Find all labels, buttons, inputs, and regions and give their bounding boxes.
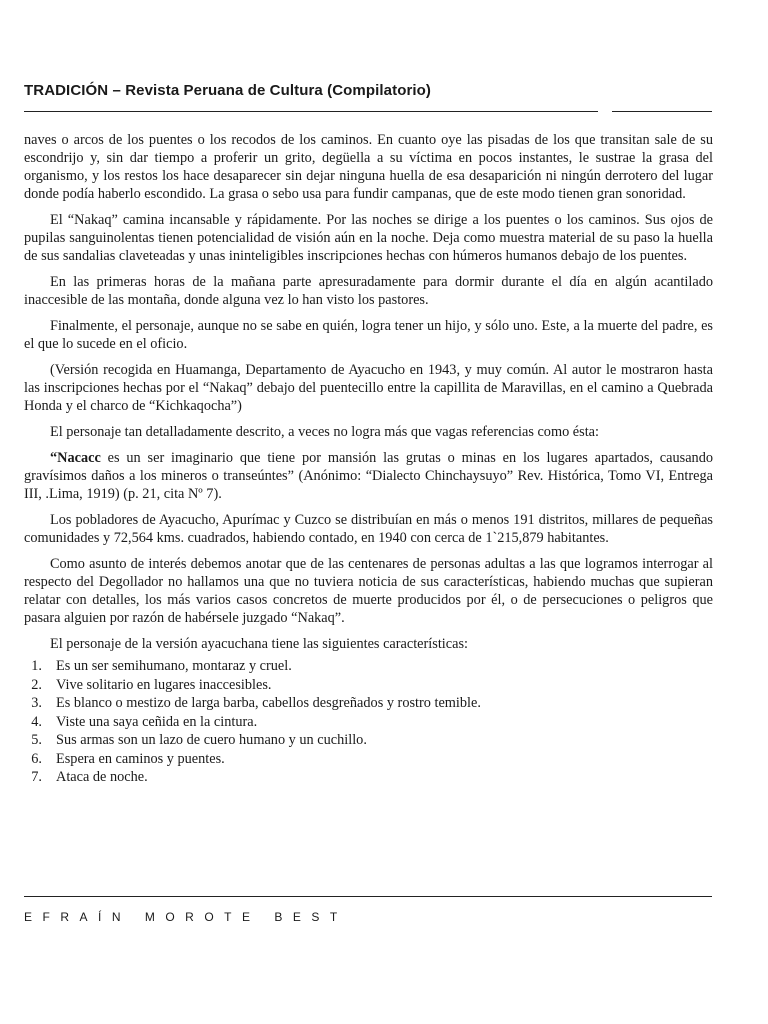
characteristics-list [24,657,713,787]
list-number: 2. [31,676,42,693]
list-text: Es un ser semihumano, montaraz y cruel. [56,658,292,674]
article-body [24,131,713,787]
list-text: Ataca de noche. [56,769,148,785]
paragraph: En las primeras horas de la mañana parte apresuradamente para dormir durante el día en algún acantilado inaccesible de las montaña, donde alguna vez lo han visto los pastores. [24,274,713,308]
list-number: 5. [31,732,42,748]
list-number: 4. [31,713,42,730]
list-text: Espera en caminos y puentes. [56,750,225,767]
list-item [24,676,713,695]
quote-lead: “Nacacc [50,450,101,466]
list-item [24,657,713,676]
list-item [24,694,713,713]
list-number: 1. [31,658,42,674]
list-number: 6. [31,750,42,767]
footer-rule [24,896,712,897]
list-text: Sus armas son un lazo de cuero humano y un cuchillo. [56,732,367,748]
paragraph: El personaje de la versión ayacuchana tiene las siguientes características: [50,636,468,652]
paragraph: El “Nakaq” camina incansable y rápidamente. Por las noches se dirige a los puentes o los caminos. Sus ojos de pupilas sanguinolentas tienen potencialidad de visión aún en la noche. Deja como muestra material de su paso la huella de sus sandalias claveteadas y unas ininteligibles inscripciones hechas con húmeros humanos debajo de los puentes. [24,212,713,264]
header-rule [24,111,598,112]
paragraph: naves o arcos de los puentes o los recodos de los caminos. En cuanto oye las pisadas de los que transitan sale de su escondrijo y, sin dar tiempo a proferir un grito, degüella a su víctima en pocos instantes, le sustrae la grasa del organismo, y los restos los hace desaparecer sin dejar ninguna huella de esa desaparición ni ningún derrotero del lugar donde podía haberlo escondido. La grasa o sebo usa para fundir campanas, que de este modo tienen gran sonoridad. [24,132,713,202]
header-rule-short [612,111,712,112]
list-number: 7. [31,769,42,785]
paragraph: El personaje tan detalladamente descrito, a veces no logra más que vagas referencias como ésta: [50,424,599,440]
footer-author: EFRAÍN MOROTE BEST [24,910,348,924]
paragraph: Los pobladores de Ayacucho, Apurímac y Cuzco se distribuían en más o menos 191 distritos, millares de pequeñas comunidades y 72,564 kms. cuadrados, habiendo contado, en 1940 con cerca de 1`215,879 habitantes. [24,512,713,546]
list-item [24,750,713,769]
quote-text: es un ser imaginario que tiene por mansión las grutas o minas en los lugares apartados, causando gravísimos daños a los mineros o transeúntes” (Anónimo: “Dialecto Chinchaysuyo” Rev. Histórica, Tomo VI, Entrega III, .Lima, 1919) (p. 21, cita Nº 7). [24,450,713,502]
list-item [24,713,713,732]
list-text: Vive solitario en lugares inaccesibles. [56,676,272,693]
list-number: 3. [31,695,42,711]
list-item [24,768,713,787]
list-text: Viste una saya ceñida en la cintura. [56,713,258,730]
paragraph: Finalmente, el personaje, aunque no se sabe en quién, logra tener un hijo, y sólo uno. Este, a la muerte del padre, es el que lo sucede en el oficio. [24,318,713,352]
list-item [24,731,713,750]
list-text: Es blanco o mestizo de larga barba, cabellos desgreñados y rostro temible. [56,695,481,711]
quote-paragraph [24,449,713,503]
paragraph: (Versión recogida en Huamanga, Departamento de Ayacucho en 1943, y muy común. Al autor le mostraron hasta las inscripciones hechas por el “Nakaq” debajo del puentecillo entre la capillita de Maravillas, en el camino a Quebrada Honda y el charco de “Kichkaqocha”) [24,362,713,414]
page-header-title: TRADICIÓN – Revista Peruana de Cultura (Compilatorio) [24,82,432,99]
paragraph: Como asunto de interés debemos anotar que de las centenares de personas adultas a las que logramos interrogar al respecto del Degollador no hallamos una que no tuviera noticia de sus características, habiendo muchas que supieran relatar con detalles, los más varios casos concretos de muerte producidos por él, o de persecuciones o peligros que pasara alguien por razón de habérsele juzgado “Nakaq”. [24,556,713,626]
